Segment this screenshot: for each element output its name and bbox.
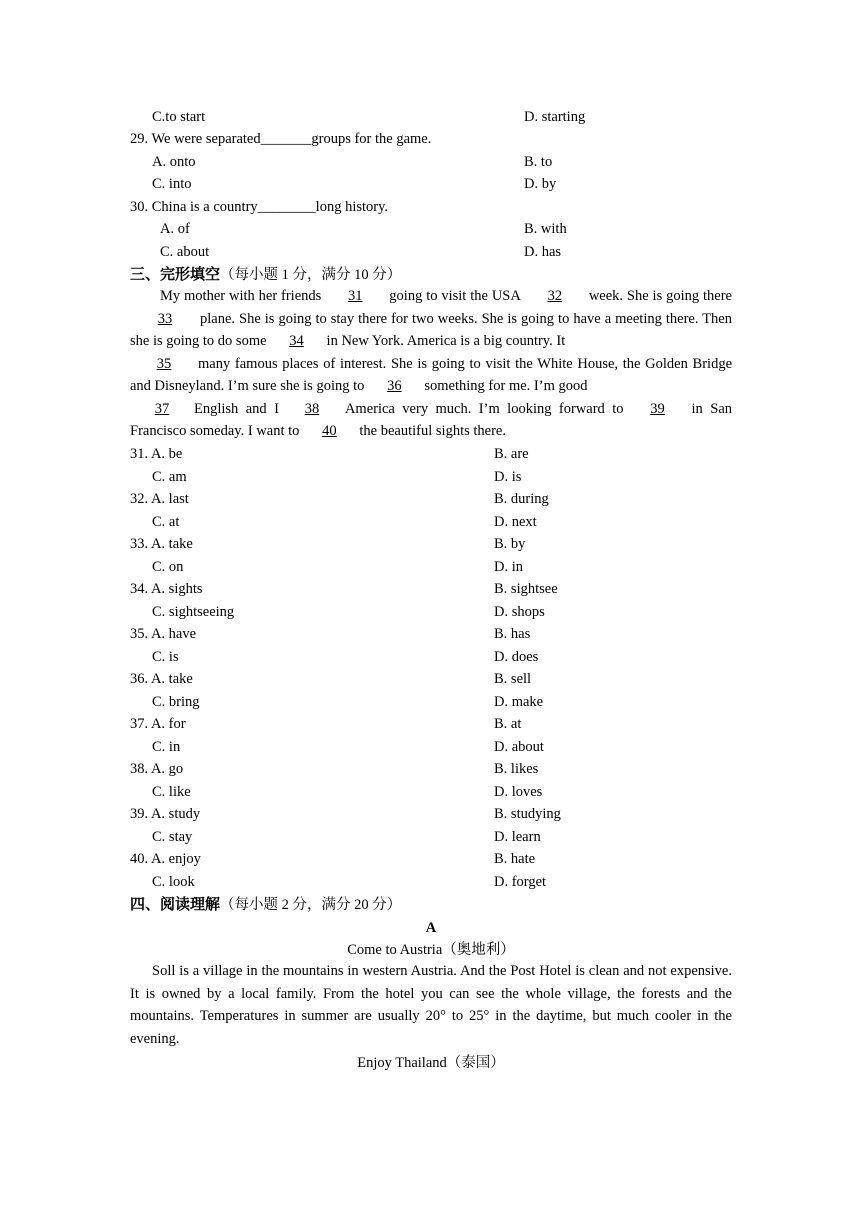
option-35-b: B. has xyxy=(494,626,531,642)
option-32-d: D. next xyxy=(494,514,537,530)
option-38-a: 38. A. go xyxy=(130,761,184,777)
option-34-a: 34. A. sights xyxy=(130,581,203,597)
option-37-c: C. in xyxy=(152,739,181,755)
option-35-d: D. does xyxy=(494,649,539,665)
option-36-b: B. sell xyxy=(494,671,532,687)
option-37-b: B. at xyxy=(494,716,522,732)
option-40-d: D. forget xyxy=(494,874,547,890)
option-33-c: C. on xyxy=(152,559,184,575)
blank-31: 31 xyxy=(348,288,363,304)
section4-heading xyxy=(130,894,401,915)
q30-option-c: C. about xyxy=(160,244,210,260)
option-36-d: D. make xyxy=(494,694,544,710)
option-40-b: B. hate xyxy=(494,851,536,867)
option-39-d: D. learn xyxy=(494,829,541,845)
option-38-c: C. like xyxy=(152,784,191,800)
blank-33: 33 xyxy=(157,310,173,327)
option-34-d: D. shops xyxy=(494,604,545,620)
q30-stem: 30. China is a country________long history. xyxy=(130,199,389,215)
option-31-a: 31. A. be xyxy=(130,446,183,462)
option-33-a: 33. A. take xyxy=(130,536,193,552)
blank-35: 35 xyxy=(156,355,172,372)
option-39-c: C. stay xyxy=(152,829,193,845)
option-36-c: C. bring xyxy=(152,694,200,710)
section3-title: 三、完形填空 xyxy=(130,265,221,283)
blank-36: 36 xyxy=(387,378,402,394)
q30-option-a: A. of xyxy=(160,221,190,237)
section4-title: 四、阅读理解 xyxy=(130,895,221,913)
q29-option-c: C. into xyxy=(152,176,192,192)
option-33-b: B. by xyxy=(494,536,526,552)
q29-option-a: A. onto xyxy=(152,154,196,170)
option-40-c: C. look xyxy=(152,874,195,890)
option-34-c: C. sightseeing xyxy=(152,604,235,620)
q29-option-b: B. to xyxy=(524,154,553,170)
option-35-c: C. is xyxy=(152,649,179,665)
reading-part-label: A xyxy=(425,920,437,936)
option-34-b: B. sightsee xyxy=(494,581,558,597)
option-38-d: D. loves xyxy=(494,784,543,800)
option-31-d: D. is xyxy=(494,469,522,485)
q28-option-d: D. starting xyxy=(524,109,586,125)
option-33-d: D. in xyxy=(494,559,523,575)
section3-note: （每小题 1 分，满分 10 分） xyxy=(220,267,402,283)
option-32-a: 32. A. last xyxy=(130,491,189,507)
q30-option-d: D. has xyxy=(524,244,562,260)
option-37-d: D. about xyxy=(494,739,544,755)
blank-38: 38 xyxy=(304,400,320,417)
option-31-b: B. are xyxy=(494,446,529,462)
blank-40: 40 xyxy=(322,423,337,439)
option-38-b: B. likes xyxy=(494,761,539,777)
q30-option-b: B. with xyxy=(524,221,567,237)
option-39-b: B. studying xyxy=(494,806,561,822)
section3-heading xyxy=(130,264,401,285)
q29-stem: 29. We were separated_______groups for the game. xyxy=(130,131,432,147)
option-32-c: C. at xyxy=(152,514,180,530)
q28-option-c: C.to start xyxy=(152,109,206,125)
option-32-b: B. during xyxy=(494,491,549,507)
option-36-a: 36. A. take xyxy=(130,671,193,687)
option-39-a: 39. A. study xyxy=(130,806,201,822)
reading-paragraph-austria: Soll is a village in the mountains in western Austria. And the Post Hotel is clean and not expensive. It is owned by a local family. From the hotel you can see the whole village, the forests and the mountains. Temperatures in summer are usually 20° to 25° in the daytime, but much cooler in the evening. xyxy=(130,963,732,1047)
option-37-a: 37. A. for xyxy=(130,716,186,732)
reading-subtitle-thailand: Enjoy Thailand（泰国） xyxy=(357,1055,505,1071)
option-40-a: 40. A. enjoy xyxy=(130,851,201,867)
option-31-c: C. am xyxy=(152,469,187,485)
option-35-a: 35. A. have xyxy=(130,626,197,642)
cloze-passage: My mother with her friends 31 going to visit the USA 32 week. She is going there33 plane. She is going to stay there for two weeks. She is going to have a meeting there. Then she is going to do some 34 in New York. America is a big country. It 35 many famous places of interest. She is going to visit the White House, the Golden Bridge and Disneyland. I’m sure she is going to 36 something for me. I’m good 37 English and I 38 America very much. I’m looking forward to 39 in San Francisco someday. I want to 40 the beautiful sights there. xyxy=(130,285,732,443)
blank-37: 37 xyxy=(154,400,170,417)
section4-note: （每小题 2 分，满分 20 分） xyxy=(220,897,402,913)
q29-option-d: D. by xyxy=(524,176,557,192)
blank-39: 39 xyxy=(650,400,665,417)
blank-32: 32 xyxy=(547,288,563,304)
blank-34: 34 xyxy=(289,333,304,349)
reading-subtitle-austria: Come to Austria（奥地利） xyxy=(347,942,515,958)
